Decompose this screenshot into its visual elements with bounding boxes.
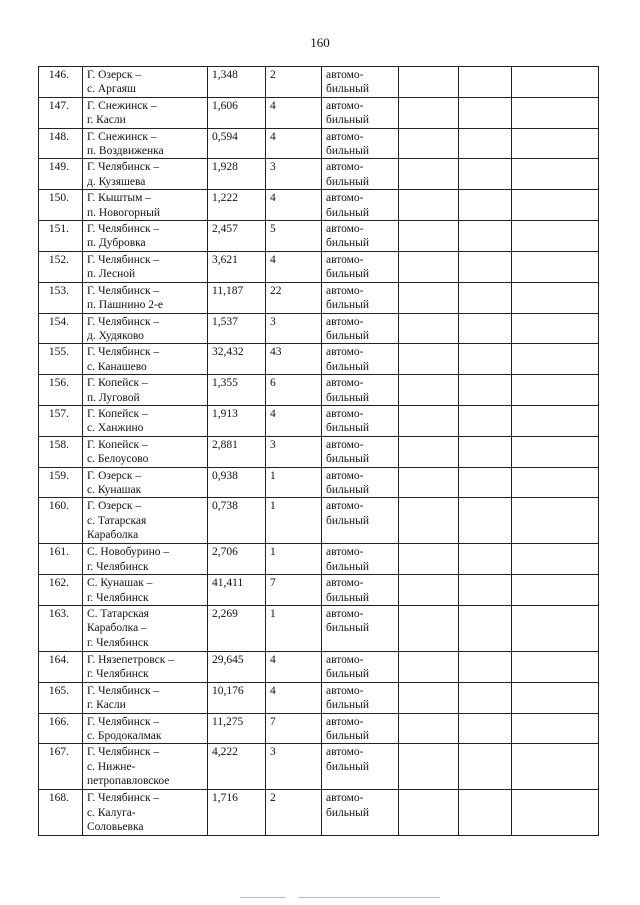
route-stops-cell: 3 bbox=[266, 744, 322, 790]
route-number-cell: 159. bbox=[39, 467, 83, 498]
table-row bbox=[39, 790, 599, 836]
route-stops-cell: 2 bbox=[266, 67, 322, 98]
route-length-cell: 11,275 bbox=[208, 713, 266, 744]
empty-cell bbox=[512, 652, 599, 683]
route-stops-cell: 7 bbox=[266, 575, 322, 606]
route-number-cell: 154. bbox=[39, 313, 83, 344]
route-type-cell: автомо- бильный bbox=[322, 221, 399, 252]
route-number-cell: 156. bbox=[39, 375, 83, 406]
empty-cell bbox=[459, 436, 512, 467]
route-table-body bbox=[39, 67, 599, 836]
route-name-cell: Г. Челябинск – с. Бродокалмак bbox=[83, 713, 208, 744]
route-stops-cell: 5 bbox=[266, 221, 322, 252]
route-number-cell: 147. bbox=[39, 97, 83, 128]
route-name-cell: Г. Нязепетровск – г. Челябинск bbox=[83, 652, 208, 683]
empty-cell bbox=[399, 221, 459, 252]
route-number-cell: 157. bbox=[39, 405, 83, 436]
route-name-cell: Г. Челябинск – д. Кузяшева bbox=[83, 159, 208, 190]
empty-cell bbox=[399, 128, 459, 159]
route-length-cell: 10,176 bbox=[208, 682, 266, 713]
empty-cell bbox=[512, 128, 599, 159]
table-row bbox=[39, 498, 599, 544]
route-number-cell: 160. bbox=[39, 498, 83, 544]
route-number-cell: 166. bbox=[39, 713, 83, 744]
route-stops-cell: 22 bbox=[266, 282, 322, 313]
route-type-cell: автомо- бильный bbox=[322, 498, 399, 544]
route-stops-cell: 1 bbox=[266, 544, 322, 575]
route-number-cell: 149. bbox=[39, 159, 83, 190]
route-stops-cell: 1 bbox=[266, 498, 322, 544]
route-name-cell: Г. Копейск – с. Белоусово bbox=[83, 436, 208, 467]
route-type-cell: автомо- бильный bbox=[322, 159, 399, 190]
empty-cell bbox=[459, 744, 512, 790]
empty-cell bbox=[399, 713, 459, 744]
route-name-cell: Г. Снежинск – п. Воздвиженка bbox=[83, 128, 208, 159]
empty-cell bbox=[512, 405, 599, 436]
route-stops-cell: 4 bbox=[266, 652, 322, 683]
route-name-cell: С. Татарская Караболка – г. Челябинск bbox=[83, 606, 208, 652]
empty-cell bbox=[459, 190, 512, 221]
route-type-cell: автомо- бильный bbox=[322, 375, 399, 406]
route-stops-cell: 1 bbox=[266, 467, 322, 498]
empty-cell bbox=[512, 375, 599, 406]
route-type-cell: автомо- бильный bbox=[322, 190, 399, 221]
route-stops-cell: 6 bbox=[266, 375, 322, 406]
empty-cell bbox=[459, 544, 512, 575]
route-name-cell: Г. Озерск – с. Татарская Караболка bbox=[83, 498, 208, 544]
empty-cell bbox=[399, 159, 459, 190]
route-name-cell: Г. Озерск – с. Аргаяш bbox=[83, 67, 208, 98]
route-length-cell: 4,222 bbox=[208, 744, 266, 790]
route-type-cell: автомо- бильный bbox=[322, 251, 399, 282]
route-type-cell: автомо- бильный bbox=[322, 97, 399, 128]
empty-cell bbox=[399, 575, 459, 606]
scan-artifact-line bbox=[240, 895, 440, 901]
empty-cell bbox=[512, 713, 599, 744]
route-length-cell: 0,938 bbox=[208, 467, 266, 498]
empty-cell bbox=[399, 467, 459, 498]
table-row bbox=[39, 159, 599, 190]
route-length-cell: 2,881 bbox=[208, 436, 266, 467]
route-name-cell: Г. Челябинск – с. Нижне- петропавловское bbox=[83, 744, 208, 790]
empty-cell bbox=[459, 498, 512, 544]
empty-cell bbox=[459, 713, 512, 744]
route-name-cell: Г. Копейск – п. Луговой bbox=[83, 375, 208, 406]
empty-cell bbox=[459, 67, 512, 98]
route-type-cell: автомо- бильный bbox=[322, 682, 399, 713]
route-stops-cell: 3 bbox=[266, 313, 322, 344]
table-row bbox=[39, 251, 599, 282]
route-length-cell: 1,606 bbox=[208, 97, 266, 128]
page-number: 160 bbox=[310, 35, 330, 50]
route-length-cell: 29,645 bbox=[208, 652, 266, 683]
table-row bbox=[39, 344, 599, 375]
empty-cell bbox=[512, 159, 599, 190]
table-row bbox=[39, 744, 599, 790]
route-length-cell: 1,222 bbox=[208, 190, 266, 221]
route-length-cell: 1,537 bbox=[208, 313, 266, 344]
route-stops-cell: 4 bbox=[266, 128, 322, 159]
route-type-cell: автомо- бильный bbox=[322, 405, 399, 436]
empty-cell bbox=[512, 67, 599, 98]
empty-cell bbox=[399, 405, 459, 436]
route-name-cell: Г. Кыштым – п. Новогорный bbox=[83, 190, 208, 221]
empty-cell bbox=[459, 282, 512, 313]
route-number-cell: 158. bbox=[39, 436, 83, 467]
route-name-cell: Г. Челябинск – д. Худяково bbox=[83, 313, 208, 344]
route-length-cell: 41,411 bbox=[208, 575, 266, 606]
empty-cell bbox=[512, 744, 599, 790]
route-number-cell: 151. bbox=[39, 221, 83, 252]
empty-cell bbox=[399, 282, 459, 313]
empty-cell bbox=[459, 682, 512, 713]
empty-cell bbox=[399, 682, 459, 713]
route-name-cell: Г. Озерск – с. Кунашак bbox=[83, 467, 208, 498]
route-stops-cell: 43 bbox=[266, 344, 322, 375]
route-type-cell: автомо- бильный bbox=[322, 282, 399, 313]
route-number-cell: 152. bbox=[39, 251, 83, 282]
empty-cell bbox=[512, 282, 599, 313]
empty-cell bbox=[512, 344, 599, 375]
empty-cell bbox=[459, 97, 512, 128]
empty-cell bbox=[512, 606, 599, 652]
route-number-cell: 155. bbox=[39, 344, 83, 375]
route-number-cell: 167. bbox=[39, 744, 83, 790]
route-type-cell: автомо- бильный bbox=[322, 344, 399, 375]
route-name-cell: Г. Челябинск – п. Дубровка bbox=[83, 221, 208, 252]
empty-cell bbox=[399, 97, 459, 128]
empty-cell bbox=[512, 498, 599, 544]
table-row bbox=[39, 467, 599, 498]
empty-cell bbox=[399, 744, 459, 790]
empty-cell bbox=[459, 128, 512, 159]
route-type-cell: автомо- бильный bbox=[322, 436, 399, 467]
route-number-cell: 165. bbox=[39, 682, 83, 713]
route-stops-cell: 4 bbox=[266, 682, 322, 713]
table-row bbox=[39, 652, 599, 683]
route-length-cell: 11,187 bbox=[208, 282, 266, 313]
empty-cell bbox=[512, 790, 599, 836]
route-stops-cell: 1 bbox=[266, 606, 322, 652]
route-number-cell: 162. bbox=[39, 575, 83, 606]
table-row bbox=[39, 313, 599, 344]
route-length-cell: 3,621 bbox=[208, 251, 266, 282]
table-row bbox=[39, 97, 599, 128]
route-name-cell: С. Кунашак – г. Челябинск bbox=[83, 575, 208, 606]
route-name-cell: Г. Челябинск – с. Канашево bbox=[83, 344, 208, 375]
empty-cell bbox=[399, 544, 459, 575]
route-name-cell: Г. Челябинск – п. Пашнино 2-е bbox=[83, 282, 208, 313]
route-table bbox=[38, 66, 599, 836]
empty-cell bbox=[459, 467, 512, 498]
empty-cell bbox=[512, 251, 599, 282]
table-row bbox=[39, 682, 599, 713]
empty-cell bbox=[399, 190, 459, 221]
empty-cell bbox=[459, 575, 512, 606]
route-number-cell: 148. bbox=[39, 128, 83, 159]
table-row bbox=[39, 282, 599, 313]
route-number-cell: 168. bbox=[39, 790, 83, 836]
empty-cell bbox=[459, 344, 512, 375]
route-type-cell: автомо- бильный bbox=[322, 67, 399, 98]
empty-cell bbox=[399, 652, 459, 683]
route-type-cell: автомо- бильный bbox=[322, 544, 399, 575]
empty-cell bbox=[459, 652, 512, 683]
table-row bbox=[39, 375, 599, 406]
empty-cell bbox=[459, 251, 512, 282]
route-name-cell: Г. Челябинск – г. Касли bbox=[83, 682, 208, 713]
empty-cell bbox=[512, 436, 599, 467]
route-stops-cell: 4 bbox=[266, 97, 322, 128]
route-stops-cell: 2 bbox=[266, 790, 322, 836]
empty-cell bbox=[399, 498, 459, 544]
route-stops-cell: 7 bbox=[266, 713, 322, 744]
route-number-cell: 161. bbox=[39, 544, 83, 575]
route-length-cell: 1,348 bbox=[208, 67, 266, 98]
route-length-cell: 1,355 bbox=[208, 375, 266, 406]
table-row bbox=[39, 575, 599, 606]
empty-cell bbox=[512, 467, 599, 498]
table-row bbox=[39, 190, 599, 221]
table-row bbox=[39, 67, 599, 98]
route-stops-cell: 4 bbox=[266, 405, 322, 436]
empty-cell bbox=[512, 313, 599, 344]
route-length-cell: 0,738 bbox=[208, 498, 266, 544]
table-row bbox=[39, 436, 599, 467]
empty-cell bbox=[459, 405, 512, 436]
empty-cell bbox=[399, 67, 459, 98]
route-length-cell: 0,594 bbox=[208, 128, 266, 159]
route-length-cell: 2,457 bbox=[208, 221, 266, 252]
route-stops-cell: 3 bbox=[266, 159, 322, 190]
empty-cell bbox=[399, 251, 459, 282]
empty-cell bbox=[399, 375, 459, 406]
route-name-cell: Г. Челябинск – п. Лесной bbox=[83, 251, 208, 282]
route-type-cell: автомо- бильный bbox=[322, 467, 399, 498]
route-name-cell: Г. Челябинск – с. Калуга- Соловьевка bbox=[83, 790, 208, 836]
empty-cell bbox=[399, 344, 459, 375]
route-type-cell: автомо- бильный bbox=[322, 575, 399, 606]
table-row bbox=[39, 221, 599, 252]
route-name-cell: Г. Снежинск – г. Касли bbox=[83, 97, 208, 128]
empty-cell bbox=[512, 190, 599, 221]
route-length-cell: 1,928 bbox=[208, 159, 266, 190]
table-row bbox=[39, 606, 599, 652]
route-type-cell: автомо- бильный bbox=[322, 606, 399, 652]
route-number-cell: 146. bbox=[39, 67, 83, 98]
empty-cell bbox=[512, 221, 599, 252]
route-number-cell: 153. bbox=[39, 282, 83, 313]
table-row bbox=[39, 405, 599, 436]
route-stops-cell: 4 bbox=[266, 251, 322, 282]
route-length-cell: 1,716 bbox=[208, 790, 266, 836]
empty-cell bbox=[459, 159, 512, 190]
empty-cell bbox=[459, 313, 512, 344]
empty-cell bbox=[512, 575, 599, 606]
route-type-cell: автомо- бильный bbox=[322, 744, 399, 790]
table-row bbox=[39, 544, 599, 575]
empty-cell bbox=[399, 313, 459, 344]
empty-cell bbox=[399, 790, 459, 836]
route-type-cell: автомо- бильный bbox=[322, 128, 399, 159]
route-name-cell: Г. Копейск – с. Ханжино bbox=[83, 405, 208, 436]
route-name-cell: С. Новобурино – г. Челябинск bbox=[83, 544, 208, 575]
empty-cell bbox=[399, 606, 459, 652]
route-type-cell: автомо- бильный bbox=[322, 790, 399, 836]
empty-cell bbox=[459, 221, 512, 252]
route-length-cell: 1,913 bbox=[208, 405, 266, 436]
empty-cell bbox=[459, 790, 512, 836]
route-type-cell: автомо- бильный bbox=[322, 313, 399, 344]
route-length-cell: 2,706 bbox=[208, 544, 266, 575]
table-row bbox=[39, 128, 599, 159]
route-length-cell: 32,432 bbox=[208, 344, 266, 375]
route-number-cell: 164. bbox=[39, 652, 83, 683]
route-stops-cell: 4 bbox=[266, 190, 322, 221]
empty-cell bbox=[512, 682, 599, 713]
empty-cell bbox=[399, 436, 459, 467]
route-stops-cell: 3 bbox=[266, 436, 322, 467]
table-row bbox=[39, 713, 599, 744]
route-type-cell: автомо- бильный bbox=[322, 713, 399, 744]
route-length-cell: 2,269 bbox=[208, 606, 266, 652]
route-type-cell: автомо- бильный bbox=[322, 652, 399, 683]
route-number-cell: 150. bbox=[39, 190, 83, 221]
empty-cell bbox=[512, 544, 599, 575]
empty-cell bbox=[512, 97, 599, 128]
route-number-cell: 163. bbox=[39, 606, 83, 652]
empty-cell bbox=[459, 606, 512, 652]
empty-cell bbox=[459, 375, 512, 406]
